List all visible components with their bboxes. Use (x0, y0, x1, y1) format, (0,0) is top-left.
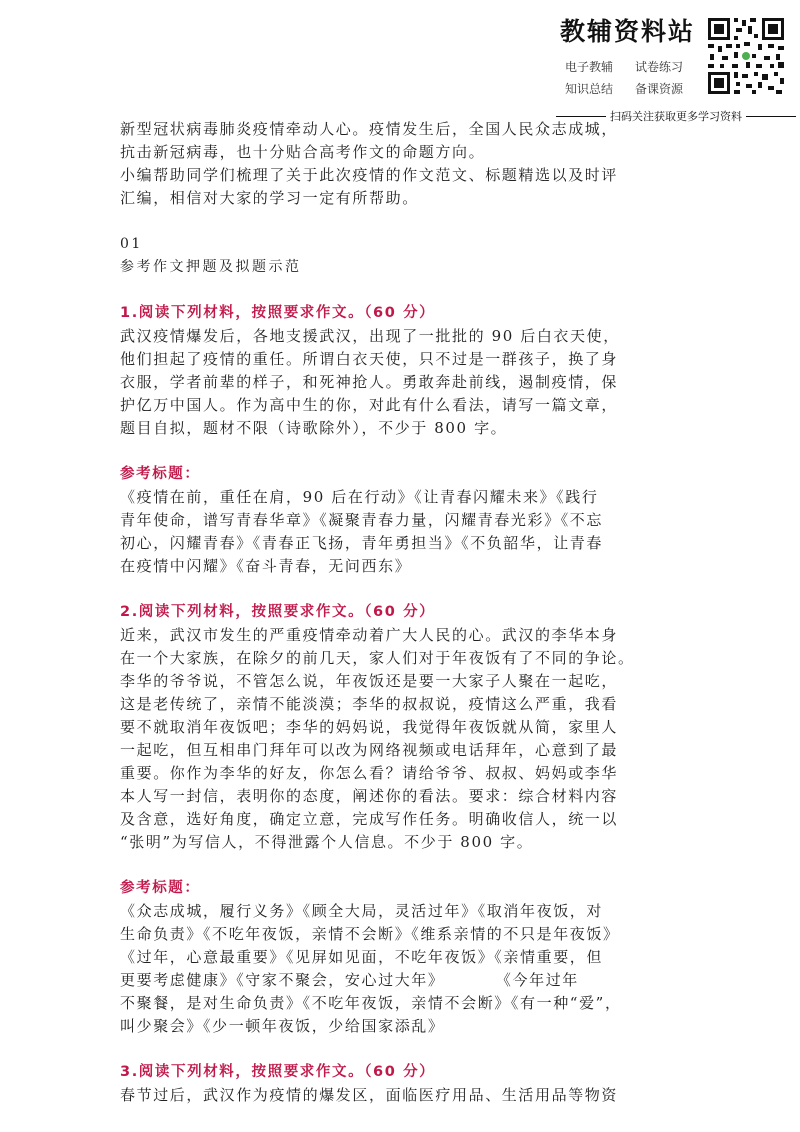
question-1-line: 题目自拟，题材不限（诗歌除外），不少于 800 字。 (120, 419, 508, 437)
qr-code-icon[interactable] (706, 16, 786, 96)
question-2-heading: 2.阅读下列材料，按照要求作文。（60 分） (120, 604, 436, 620)
question-3-heading: 3.阅读下列材料，按照要求作文。（60 分） (120, 1064, 436, 1080)
brand-title: 教辅资料站 (560, 17, 696, 46)
divider (556, 116, 606, 117)
link-ebook[interactable]: 电子教辅 (565, 60, 614, 74)
link-resources[interactable]: 备课资源 (635, 82, 684, 96)
question-2-line: 近来，武汉市发生的严重疫情牵动着广大人民的心。武汉的李华本身 (120, 626, 619, 644)
reference-title-line: 《众志成城，履行义务》《顾全大局，灵活过年》《取消年夜饭，对 (120, 902, 604, 920)
question-2-line: 本人写一封信，表明你的态度，阐述你的看法。要求：综合材料内容 (120, 787, 619, 805)
question-1-line: 武汉疫情爆发后，各地支援武汉，出现了一批批的 90 后白衣天使， (120, 327, 620, 345)
reference-title-line: 不聚餐，是对生命负责》《不吃年夜饭，亲情不会断》《有一种“爱”， (120, 994, 622, 1012)
question-1-heading: 1.阅读下列材料，按照要求作文。（60 分） (120, 305, 436, 321)
link-exam[interactable]: 试卷练习 (635, 60, 684, 74)
question-1-line: 衣服，学者前辈的样子，和死神抢人。勇敢奔赴前线，遏制疫情，保 (120, 373, 619, 391)
question-1-line: 护亿万中国人。作为高中生的你，对此有什么看法，请写一篇文章， (120, 396, 619, 414)
reference-title-line: 《过年，心意最重要》《见屏如见面，不吃年夜饭》《亲情重要，但 (120, 948, 604, 966)
reference-title-line: 更要考虑健康》《守家不聚会，安心过大年》 《今年过年 (120, 971, 579, 989)
intro-line: 小编帮助同学们梳理了关于此次疫情的作文范文、标题精选以及时评 (120, 166, 619, 184)
reference-title-line: 初心，闪耀青春》《青春正飞扬，青年勇担当》《不负韶华，让青春 (120, 534, 604, 552)
question-2-line: 这是老传统了，亲情不能淡漠；李华的叔叔说，疫情这么严重，我看 (120, 695, 619, 713)
reference-title-line: 生命负责》《不吃年夜饭，亲情不会断》《维系亲情的不只是年夜饭》 (120, 925, 620, 943)
reference-title-line: 青年使命，谱写青春华章》《凝聚青春力量，闪耀青春光彩》《不忘 (120, 511, 604, 529)
reference-title-line: 《疫情在前，重任在肩，90 后在行动》《让青春闪耀未来》《践行 (120, 488, 599, 506)
question-2-line: “张明”为写信人，不得泄露个人信息。不少于 800 字。 (120, 833, 534, 851)
link-summary[interactable]: 知识总结 (565, 82, 614, 96)
reference-titles-heading: 参考标题： (120, 466, 201, 482)
question-2-line: 一起吃，但互相串门拜年可以改为网络视频或电话拜年，心意到了最 (120, 741, 619, 759)
question-3-line: 春节过后，武汉作为疫情的爆发区，面临医疗用品、生活用品等物资 (120, 1086, 619, 1104)
document-body (120, 118, 690, 1107)
reference-title-line: 叫少聚会》《少一顿年夜饭，少给国家添乱》 (120, 1017, 445, 1035)
section-title: 参考作文押题及拟题示范 (120, 259, 302, 275)
divider (746, 116, 796, 117)
intro-line: 抗击新冠病毒，也十分贴合高考作文的命题方向。 (120, 143, 486, 161)
question-2-line: 重要。你作为李华的好友，你怎么看？请给爷爷、叔叔、妈妈或李华 (120, 764, 619, 782)
question-2-line: 要不就取消年夜饭吧；李华的妈妈说，我觉得年夜饭就从简，家里人 (120, 718, 619, 736)
question-2-line: 在一个大家族，在除夕的前几天，家人们对于年夜饭有了不同的争论。 (120, 649, 635, 667)
section-number: 01 (120, 236, 143, 252)
tagline-text: 扫码关注获取更多学习资料 (610, 110, 742, 123)
intro-line: 新型冠状病毒肺炎疫情牵动人心。疫情发生后，全国人民众志成城， (120, 120, 619, 138)
page-header (0, 0, 800, 125)
question-1-line: 他们担起了疫情的重任。所谓白衣天使，只不过是一群孩子，换了身 (120, 350, 619, 368)
question-2-line: 及含意，选好角度，确定立意，完成写作任务。明确收信人，统一以 (120, 810, 619, 828)
reference-titles-heading: 参考标题： (120, 880, 201, 896)
question-2-line: 李华的爷爷说，不管怎么说，年夜饭还是要一大家子人聚在一起吃， (120, 672, 619, 690)
brand-links (565, 58, 705, 97)
intro-line: 汇编，相信对大家的学习一定有所帮助。 (120, 189, 419, 207)
reference-title-line: 在疫情中闪耀》《奋斗青春，无问西东》 (120, 557, 412, 575)
